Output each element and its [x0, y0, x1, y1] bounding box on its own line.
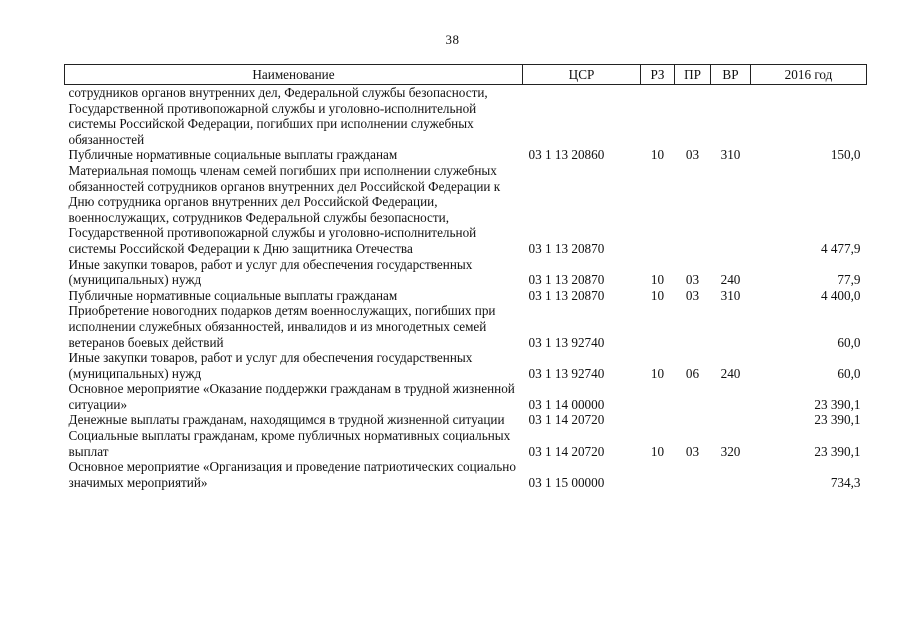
row-rz: 10	[650, 287, 665, 303]
table-header-row	[65, 65, 867, 85]
table-row	[65, 303, 867, 350]
row-csr: 03 1 14 20720	[528, 412, 605, 428]
row-amount: 23 390,1	[814, 412, 861, 428]
row-csr: 03 1 14 20720	[528, 443, 605, 459]
row-pr: 03	[685, 287, 700, 303]
row-name: Иные закупки товаров, работ и услуг для обеспечения государственных (муниципальных) нужд	[68, 256, 473, 288]
row-amount: 4 477,9	[820, 240, 861, 256]
table-row	[65, 257, 867, 288]
table-body	[65, 85, 867, 491]
row-name: Денежные выплаты гражданам, находящимся в трудной жизненной ситуации	[68, 412, 505, 428]
table-row	[65, 163, 867, 257]
page-number: 38	[445, 32, 460, 47]
row-pr	[675, 303, 711, 350]
table-row	[65, 428, 867, 459]
row-rz: 10	[650, 147, 665, 163]
row-amount: 150,0	[830, 147, 861, 163]
row-rz	[641, 459, 675, 490]
row-pr: 03	[685, 272, 700, 288]
row-csr: 03 1 13 20870	[528, 272, 605, 288]
header-amount: 2016 год	[751, 65, 867, 85]
row-pr	[675, 459, 711, 490]
header-vr: ВР	[711, 65, 751, 85]
row-vr: 240	[720, 272, 741, 288]
row-vr	[711, 459, 751, 490]
header-rz: РЗ	[641, 65, 675, 85]
row-amount: 734,3	[830, 474, 861, 490]
table-row	[65, 350, 867, 381]
row-name: сотрудников органов внутренних дел, Федеральной службы безопасности, Государственной противопожарной службы и уголовно-исполнительной системы Российской Федерации, погибших при исполнении служебных обязанностей	[68, 85, 488, 147]
row-name: Социальные выплаты гражданам, кроме публичных нормативных социальных выплат	[68, 428, 511, 459]
row-name: Основное мероприятие «Организация и проведение патриотических социально значимых мероприятий»	[68, 459, 516, 490]
row-pr	[675, 163, 711, 257]
row-amount: 60,0	[837, 334, 861, 350]
row-pr	[675, 412, 711, 428]
row-amount: 77,9	[837, 272, 861, 288]
table-row	[65, 288, 867, 304]
row-csr: 03 1 13 92740	[528, 334, 605, 350]
row-rz: 10	[650, 365, 665, 381]
table-row	[65, 381, 867, 412]
row-vr	[711, 85, 751, 148]
row-csr: 03 1 13 20860	[528, 147, 605, 163]
row-amount: 23 390,1	[814, 443, 861, 459]
row-csr: 03 1 13 20870	[528, 240, 605, 256]
row-amount	[751, 85, 867, 148]
row-name: Публичные нормативные социальные выплаты гражданам	[68, 287, 398, 303]
row-pr	[675, 381, 711, 412]
row-rz	[641, 412, 675, 428]
row-vr: 320	[720, 443, 741, 459]
row-csr	[523, 85, 641, 148]
header-name: Наименование	[65, 65, 523, 85]
row-pr	[675, 85, 711, 148]
row-pr: 03	[685, 147, 700, 163]
row-amount: 4 400,0	[820, 287, 861, 303]
row-csr: 03 1 13 20870	[528, 287, 605, 303]
row-amount: 23 390,1	[814, 396, 861, 412]
row-pr: 06	[685, 365, 700, 381]
row-vr: 310	[720, 287, 741, 303]
table-row	[65, 459, 867, 490]
table-row	[65, 412, 867, 428]
row-rz	[641, 163, 675, 257]
row-name: Материальная помощь членам семей погибших при исполнении служебных обязанностей сотрудников органов внутренних дел Российской Федерации к Дню сотрудника органов внутренних дел Российской Федерации, военнослужащих, сотрудников Федеральной службы безопасности, Государственной противопожарной службы и уголовно-исполнительной системы Российской Федерации к Дню защитника Отечества	[68, 162, 501, 256]
row-vr: 240	[720, 365, 741, 381]
table-row	[65, 85, 867, 148]
row-name: Основное мероприятие «Оказание поддержки гражданам в трудной жизненной ситуации»	[68, 381, 515, 412]
row-vr	[711, 303, 751, 350]
budget-table	[64, 64, 867, 490]
row-vr	[711, 412, 751, 428]
header-pr: ПР	[675, 65, 711, 85]
row-amount: 60,0	[837, 365, 861, 381]
row-pr: 03	[685, 443, 700, 459]
row-rz: 10	[650, 272, 665, 288]
row-vr	[711, 381, 751, 412]
row-name: Публичные нормативные социальные выплаты гражданам	[68, 147, 398, 163]
row-vr: 310	[720, 147, 741, 163]
row-rz	[641, 85, 675, 148]
header-csr: ЦСР	[523, 65, 641, 85]
row-csr: 03 1 14 00000	[528, 396, 605, 412]
row-rz: 10	[650, 443, 665, 459]
row-name: Иные закупки товаров, работ и услуг для обеспечения государственных (муниципальных) нужд	[68, 350, 473, 381]
row-name: Приобретение новогодних подарков детям военнослужащих, погибших при исполнении служебных обязанностей, инвалидов и из многодетных семей ветеранов боевых действий	[68, 303, 496, 350]
row-rz	[641, 381, 675, 412]
row-csr: 03 1 15 00000	[528, 474, 605, 490]
table-row	[65, 147, 867, 163]
row-csr: 03 1 13 92740	[528, 365, 605, 381]
row-vr	[711, 163, 751, 257]
row-rz	[641, 303, 675, 350]
